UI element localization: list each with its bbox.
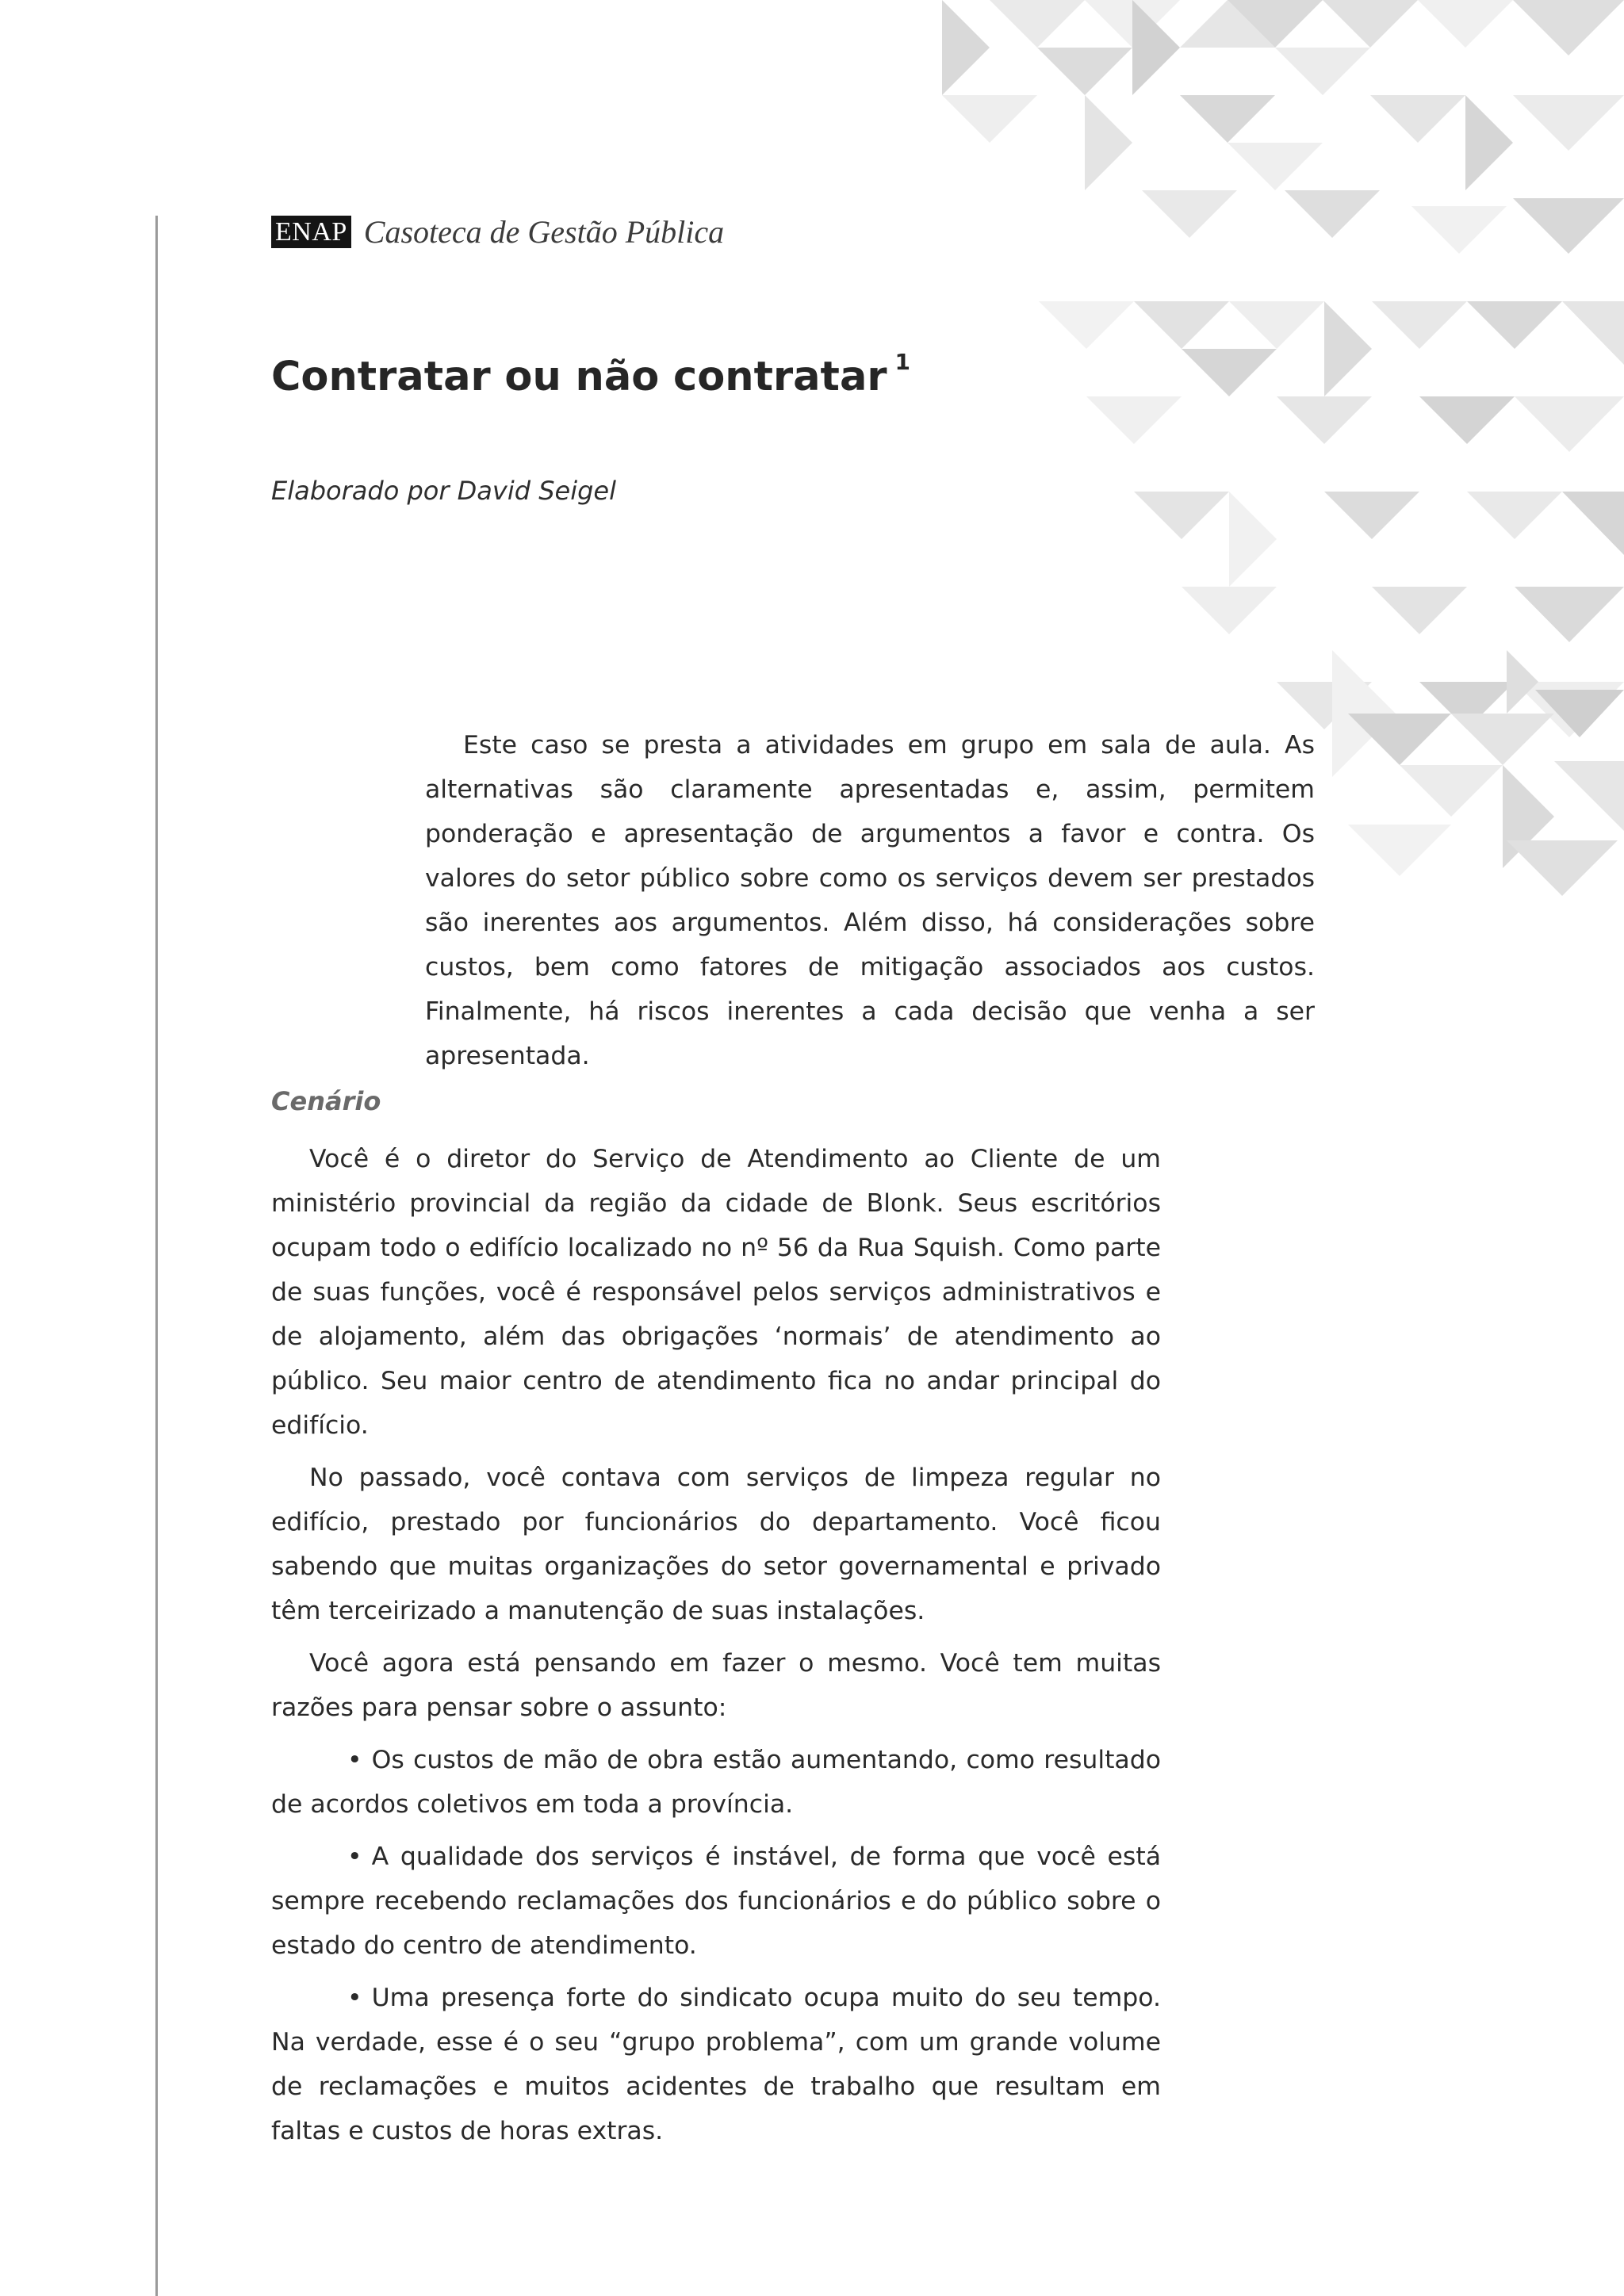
section-title: Cenário — [271, 1086, 381, 1116]
paragraph-2: No passado, você contava com serviços de limpeza regular no edifício, prestado por funcionários do departamento. Você ficou sabendo que muitas organizações do setor governamental e privado têm terceirizado a manutenção de suas instalações. — [271, 1464, 1161, 1625]
bullet-text: Uma presença forte do sindicato ocupa muito do seu tempo. Na verdade, esse é o seu “grupo problema”, com um grande volume de reclamações e muitos acidentes de trabalho que resultam em faltas e custos de horas extras. — [271, 1984, 1161, 2145]
bullet-item-2 — [271, 1835, 1161, 1968]
enap-logo-box: ENAP — [271, 216, 351, 248]
page-title — [271, 349, 910, 400]
title-text: Contratar ou não contratar — [271, 354, 887, 400]
header-brand — [271, 212, 724, 251]
paragraph-1: Você é o diretor do Serviço de Atendimento ao Cliente de um ministério provincial da região da cidade de Blonk. Seus escritórios ocupam todo o edifício localizado no nº 56 da Rua Squish. Como parte de suas funções, você é responsável pelos serviços administrativos e de alojamento, além das obrigações ‘normais’ de atendimento ao público. Seu maior centro de atendimento fica no andar principal do edifício. — [271, 1145, 1161, 1440]
bullet-text: Os custos de mão de obra estão aumentando, como resultado de acordos coletivos em toda a província. — [271, 1746, 1161, 1819]
author-line: Elaborado por David Seigel — [271, 476, 616, 506]
left-margin-rule — [155, 216, 158, 2296]
bullet-item-1 — [271, 1738, 1161, 1827]
bullet-icon: • — [347, 1843, 362, 1871]
bullet-icon: • — [347, 1746, 362, 1774]
paragraph-3: Você agora está pensando em fazer o mesmo. Você tem muitas razões para pensar sobre o assunto: — [271, 1649, 1161, 1722]
section-body — [271, 1137, 1161, 2161]
brand-name: Casoteca de Gestão Pública — [363, 213, 725, 250]
bullet-icon: • — [347, 1984, 362, 2012]
bullet-text: A qualidade dos serviços é instável, de forma que você está sempre recebendo reclamações dos funcionários e do público sobre o estado do centro de atendimento. — [271, 1843, 1161, 1960]
abstract-paragraph: Este caso se presta a atividades em grupo em sala de aula. As alternativas são claramente apresentadas e, assim, permitem ponderação e apresentação de argumentos a favor e contra. Os valores do setor público sobre como os serviços devem ser prestados são inerentes aos argumentos. Além disso, há considerações sobre custos, bem como fatores de mitigação associados aos custos. Finalmente, há riscos inerentes a cada decisão que venha a ser apresentada. — [425, 731, 1315, 1070]
bullet-item-3 — [271, 1976, 1161, 2153]
title-footnote-marker[interactable]: 1 — [894, 349, 910, 375]
